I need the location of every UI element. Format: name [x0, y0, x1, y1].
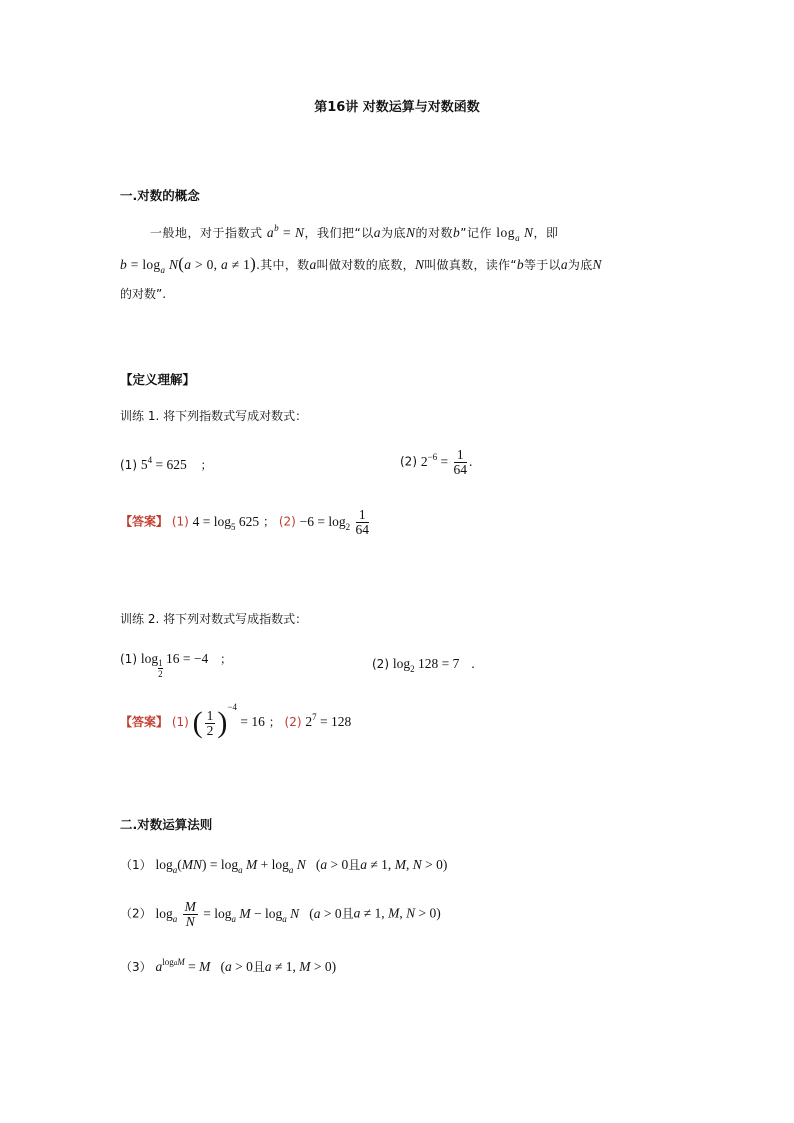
definition-line-1: 一般地，对于指数式 $a^b = N$，我们把“以a为底N的对数b”记作 $\log_a N$，即: [150, 223, 559, 243]
exercise-1-answer: 【答案】 (1) $4 = \log_5 625$ ； $(2) -6 = \log_2$ $\frac{1}{64}$: [120, 507, 370, 537]
definition-understanding-heading: 【定义理解】: [120, 372, 196, 387]
exercise-1-label: 训练 1. 将下列指数式写成对数式：: [120, 409, 308, 423]
definition-line-2: $b = \log_a N(a > 0$, a ≠ 1).其中，数a叫做对数的底数，N叫做真数，读作“b等于以a为底N: [120, 254, 602, 275]
rule-2: （2） $\log_a$ $\frac{M}{N}$ = $\log_a M - \log_a N$ (a > 0且a ≠ 1, M, N > 0): [120, 899, 441, 929]
exercise-2-question-2: (2) $\log_2 128 = 7$ .: [372, 656, 475, 674]
exercise-1-question-1: (1) $5^4 = 625$ ；: [120, 455, 213, 472]
exercise-2-label: 训练 2. 将下列对数式写成指数式：: [120, 612, 308, 626]
exercise-2-answer: 【答案】 (1) ( $\frac{1}{2}$ )$^{-4}$ = 16 ； (2) $2^7 = 128$: [120, 702, 352, 739]
exercise-2-question-1: (1) log $\frac{1}{2}$ 16 = −4 ；: [120, 651, 233, 679]
section-heading-rules: 二.对数运算法则: [120, 817, 213, 832]
rule-3: （3） $a^{logaM} = M$ (a > 0且a ≠ 1, M > 0): [120, 957, 337, 974]
section-heading-concept: 一.对数的概念: [120, 188, 200, 203]
definition-line-3: 的对数”.: [120, 287, 167, 301]
page-title: 第16讲 对数运算与对数函数: [314, 100, 480, 115]
exercise-1-question-2: (2) $2^{-6}$ = $\frac{1}{64}$ .: [400, 447, 473, 477]
rule-1: （1） $\log_a(MN) = \log_a M + \log_a N$ (a > 0且a ≠ 1, M, N > 0): [120, 857, 448, 875]
